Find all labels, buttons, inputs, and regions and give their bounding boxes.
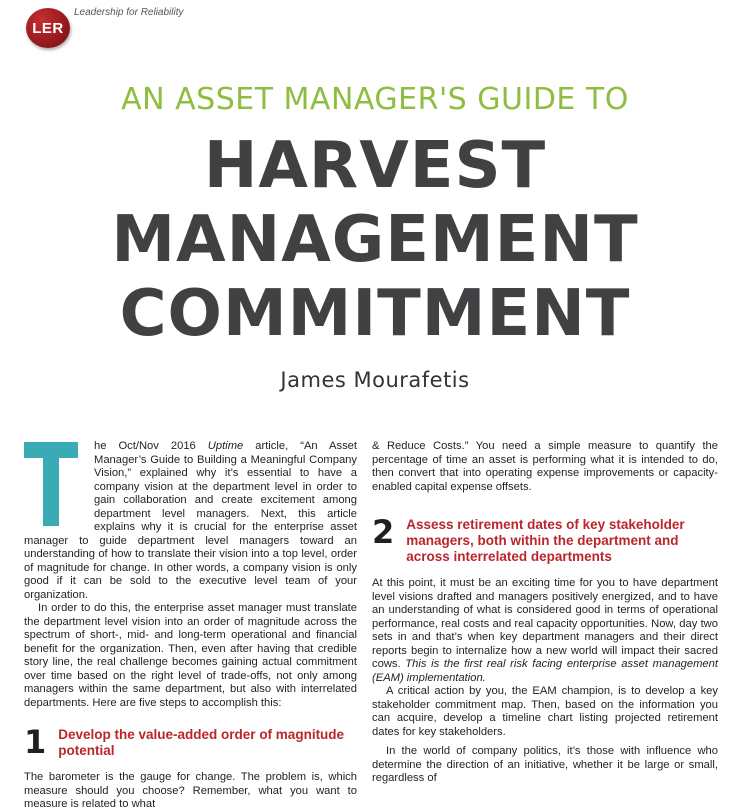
intro-paragraph: he Oct/Nov 2016 Uptime article, “An Asset Manager’s Guide to Building a Meaningful Company Vision,” explained why it’s essential to have a company vision at the department level in order to gain collaboration and create excitement among department level managers. Next, this article explains why it is crucial for the enterprise asset manager to guide department level managers toward an understanding of how to translate their vision into a top level, order of magnitude for change. In other words, a company vision is only good if it can be sold to the executive level team of your organization. xyxy=(24,440,357,601)
publication-tagline: Leadership for Reliability xyxy=(74,7,184,18)
body-paragraph: In the world of company politics, it’s those with influence who determine the direction of an initiative, whether it be large or small, regardless of xyxy=(372,745,718,784)
dropcap-t xyxy=(24,442,88,526)
body-paragraph: The barometer is the gauge for change. The problem is, which measure should you choose? Remember, what you want to measure is related to what xyxy=(24,771,357,810)
right-column xyxy=(372,440,718,786)
step-number: 2 xyxy=(372,513,395,551)
headline-line-3: COMMITMENT xyxy=(119,277,631,351)
step-1-heading xyxy=(24,723,357,761)
author-byline: James Mourafetis xyxy=(280,368,470,392)
left-column xyxy=(24,440,357,812)
body-paragraph: At this point, it must be an exciting time for you to have department level visions drafted and managers positively energized, and to have an understanding of what is considered good in terms of operational performance, real costs and real capacity opportunities. Now, day two sets in and that’s when key department managers and their direct reports begin to internalize how a new world will impact their sacred cows. This is the first real risk facing enterprise asset management (EAM) implementation. xyxy=(372,577,718,684)
page-header xyxy=(0,0,750,50)
body-paragraph: In order to do this, the enterprise asset manager must translate the department level vision into an order of magnitude across the spectrum of short-, mid- and long-term operational and financial benefit for the organization. Then, even after having that credible story line, the real challenge becomes gaining actual commitment over time based on the right level of trade-offs, not only among managers within the same department, but also with interrelated departments. Here are five steps to accomplish this: xyxy=(24,602,357,709)
step-number: 1 xyxy=(24,723,47,761)
step-title: Assess retirement dates of key stakeholder managers, both within the department and across interrelated departments xyxy=(406,517,685,564)
body-paragraph: & Reduce Costs.” You need a simple measure to quantify the percentage of time an asset is performing what it is intended to do, then convert that into operating expense improvements or capacity-enabled capital expense offsets. xyxy=(372,440,718,493)
ler-logo: LER xyxy=(26,8,70,48)
body-paragraph: A critical action by you, the EAM champion, is to develop a key stakeholder commitment map. Then, based on the information you can acquire, develop a timeline chart listing projected retirement dates for key stakeholders. xyxy=(372,685,718,738)
headline-line-1: HARVEST xyxy=(203,129,547,203)
step-title: Develop the value-added order of magnitude potential xyxy=(58,727,345,758)
step-2-heading xyxy=(372,513,718,565)
headline-line-2: MANAGEMENT xyxy=(111,203,639,277)
article-kicker: AN ASSET MANAGER'S GUIDE TO xyxy=(121,82,629,117)
